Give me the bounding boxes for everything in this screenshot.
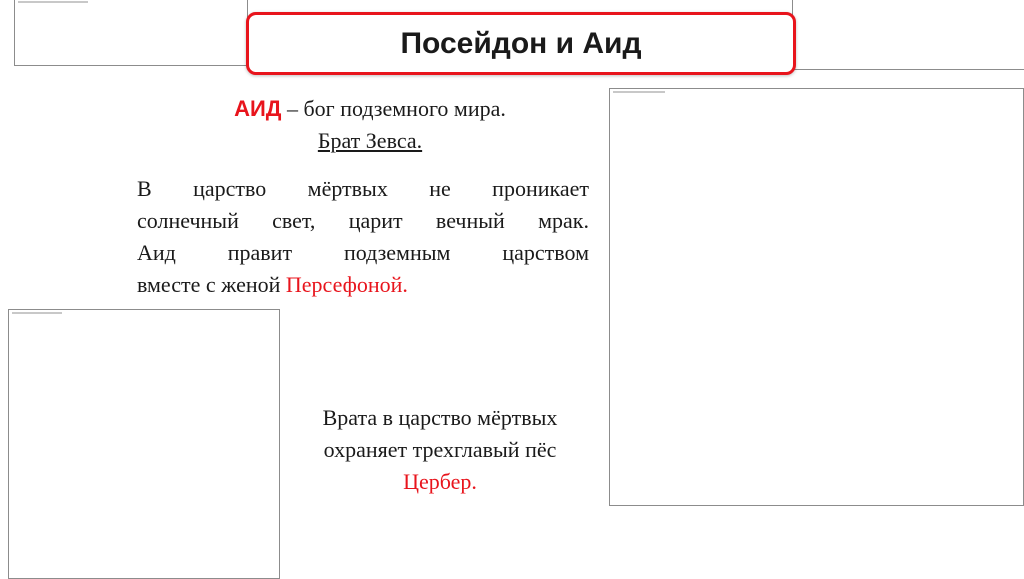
hades-description: – бог подземного мира. [281,96,506,121]
zeus-brother-text: Брат Зевса. [317,128,423,153]
kingdom-line-4-prefix: вместе с женой [137,272,286,297]
kingdom-line-1: В царство мёртвых не проникает [137,176,589,201]
kingdom-line-4 [137,269,589,301]
image-placeholder-bottom-left [8,309,280,579]
hades-name: АИД [234,96,282,121]
kingdom-line-2: солнечный свет, царит вечный мрак. [137,208,589,233]
kingdom-line-3: Аид правит подземным царством [137,240,589,265]
gate-paragraph [270,402,610,498]
image-placeholder-top-left [14,0,248,66]
kingdom-paragraph [137,173,589,301]
slide-title: Посейдон и Аид [400,26,642,60]
image-placeholder-right [609,88,1024,506]
intro-block [160,93,580,157]
brother-line [160,125,580,157]
intro-line [160,93,580,125]
image-placeholder-top-right [792,0,1024,70]
gate-line-2: охраняет трехглавый пёс [323,437,557,462]
title-box [246,12,796,75]
cerberus-name: Цербер. [403,469,477,494]
persephone-name: Персефоной. [285,272,408,297]
gate-line-1: Врата в царство мёртвых [322,405,558,430]
